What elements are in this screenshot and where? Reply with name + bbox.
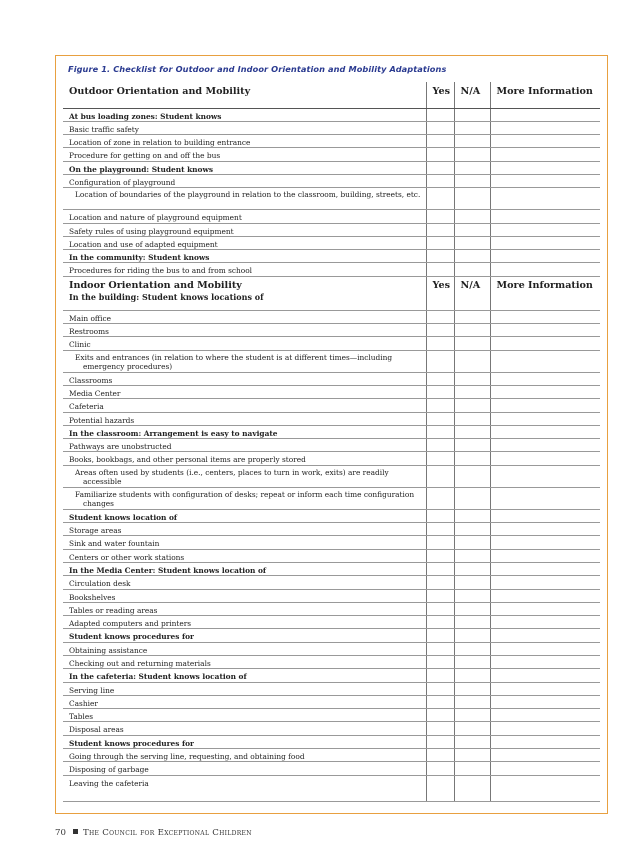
more-info-cell[interactable] [490,250,600,263]
checklist-item-label [63,372,426,385]
na-checkbox-cell[interactable] [454,656,490,669]
item-text: Areas often used by students (i.e., centers, places to turn in work, exits) are readily accessible [75,467,389,486]
more-info-cell[interactable] [490,576,600,589]
na-checkbox-cell[interactable] [454,350,490,372]
na-checkbox-cell[interactable] [454,509,490,522]
yes-checkbox-cell[interactable] [426,656,454,669]
checklist-item-row [63,602,600,615]
yes-checkbox-cell[interactable] [426,762,454,775]
item-text: In the Media Center: Student knows location of [69,565,267,575]
checklist-subheading-row [63,509,600,522]
more-info-cell[interactable] [490,523,600,536]
na-checkbox-cell[interactable] [454,576,490,589]
item-text: Disposing of garbage [69,765,149,775]
checklist-subheading [63,509,426,522]
more-info-column-header: More Information [490,276,600,310]
more-info-cell[interactable] [490,223,600,236]
item-text: Student knows procedures for [69,738,194,748]
yes-checkbox-cell[interactable] [426,135,454,148]
checklist-item-label [63,656,426,669]
item-text: In the community: Student knows [69,253,210,263]
yes-checkbox-cell[interactable] [426,174,454,187]
checklist-item-row [63,310,600,323]
more-info-cell[interactable] [490,589,600,602]
checklist-item-label [63,452,426,465]
item-text: Media Center [69,388,121,398]
item-text: Configuration of playground [69,177,176,187]
yes-checkbox-cell[interactable] [426,616,454,629]
more-info-cell[interactable] [490,372,600,385]
checklist-subheading-row [63,629,600,642]
item-text: Clinic [69,340,91,350]
square-bullet-icon [73,829,78,834]
item-text: At bus loading zones: Student knows [69,111,222,121]
yes-checkbox-cell[interactable] [426,695,454,708]
more-info-cell[interactable] [490,121,600,134]
item-text: Location of boundaries of the playground in relation to the classroom, building, streets, etc. [75,190,421,200]
checklist-item-row [63,695,600,708]
more-info-cell[interactable] [490,682,600,695]
figure-frame [55,55,608,814]
more-info-cell[interactable] [490,439,600,452]
na-checkbox-cell[interactable] [454,425,490,438]
more-info-cell[interactable] [490,536,600,549]
na-checkbox-cell[interactable] [454,762,490,775]
checklist-item-row [63,148,600,161]
indoor-heading: Indoor Orientation and Mobility [69,279,242,291]
item-text: Books, bookbags, and other personal items are properly stored [69,455,306,465]
checklist-item-row [63,337,600,350]
yes-checkbox-cell[interactable] [426,263,454,276]
checklist-item-label [63,236,426,249]
item-text: Cafeteria [69,402,104,412]
na-checkbox-cell[interactable] [454,549,490,562]
item-text: In the classroom: Arrangement is easy to navigate [69,428,278,438]
checklist-subheading-row [63,250,600,263]
more-info-cell[interactable] [490,629,600,642]
more-info-cell[interactable] [490,642,600,655]
checklist-item-row [63,775,600,801]
na-checkbox-cell[interactable] [454,629,490,642]
checklist-item-label [63,412,426,425]
item-text: Procedures for riding the bus to and from school [69,266,253,276]
indoor-heading-cell [63,276,426,310]
item-text: Main office [69,313,112,323]
item-text: Location and nature of playground equipment [69,213,242,223]
checklist-item-row [63,263,600,276]
checklist-item-label [63,589,426,602]
more-info-cell[interactable] [490,749,600,762]
more-info-cell[interactable] [490,465,600,487]
item-text: Storage areas [69,526,122,536]
na-checkbox-cell[interactable] [454,465,490,487]
checklist-item-label [63,549,426,562]
checklist-table [63,82,600,802]
checklist-item-label [63,709,426,722]
yes-checkbox-cell[interactable] [426,324,454,337]
more-info-cell[interactable] [490,135,600,148]
item-text: Classrooms [69,375,113,385]
item-text: Potential hazards [69,415,135,425]
more-info-cell[interactable] [490,616,600,629]
na-checkbox-cell[interactable] [454,412,490,425]
checklist-item-label [63,523,426,536]
checklist-item-label [63,310,426,323]
na-checkbox-cell[interactable] [454,174,490,187]
na-checkbox-cell[interactable] [454,385,490,398]
checklist-subheading [63,669,426,682]
na-checkbox-cell[interactable] [454,487,490,509]
item-text: Checking out and returning materials [69,659,211,668]
na-checkbox-cell[interactable] [454,310,490,323]
checklist-item-row [63,465,600,487]
checklist-item-row [63,210,600,223]
item-text: Location and use of adapted equipment [69,239,218,249]
yes-checkbox-cell[interactable] [426,669,454,682]
checklist-item-label [63,722,426,735]
more-info-cell[interactable] [490,775,600,801]
checklist-item-row [63,642,600,655]
checklist-subheading [63,161,426,174]
outdoor-header-row [63,82,600,108]
na-checkbox-cell[interactable] [454,602,490,615]
item-text: Sink and water fountain [69,539,160,549]
indoor-subheading: In the building: Student knows locations of [69,291,264,302]
more-info-cell[interactable] [490,709,600,722]
item-text: Bookshelves [69,592,116,602]
checklist-item-row [63,174,600,187]
yes-checkbox-cell[interactable] [426,337,454,350]
checklist-item-label [63,210,426,223]
checklist-item-row [63,589,600,602]
checklist-subheading [63,735,426,748]
more-info-cell[interactable] [490,148,600,161]
item-text: Serving line [69,685,115,695]
item-text: Tables [69,712,94,722]
checklist-item-label [63,602,426,615]
checklist-item-label [63,174,426,187]
na-checkbox-cell[interactable] [454,682,490,695]
checklist-item-label [63,135,426,148]
checklist-subheading-row [63,735,600,748]
yes-column-header: Yes [426,82,454,108]
checklist-item-row [63,412,600,425]
checklist-item-row [63,399,600,412]
checklist-item-label [63,324,426,337]
more-info-cell[interactable] [490,337,600,350]
checklist-item-row [63,576,600,589]
checklist-item-label [63,616,426,629]
more-info-cell[interactable] [490,174,600,187]
more-info-cell[interactable] [490,350,600,372]
checklist-item-label [63,399,426,412]
na-checkbox-cell[interactable] [454,735,490,748]
more-info-cell[interactable] [490,562,600,575]
checklist-subheading-row [63,108,600,121]
checklist-item-label [63,487,426,509]
more-info-cell[interactable] [490,669,600,682]
more-info-cell[interactable] [490,656,600,669]
yes-checkbox-cell[interactable] [426,250,454,263]
checklist-item-label [63,263,426,276]
yes-checkbox-cell[interactable] [426,439,454,452]
publisher-name: The Council for Exceptional Children [82,828,252,838]
item-text: Basic traffic safety [69,124,139,134]
na-checkbox-cell[interactable] [454,135,490,148]
yes-checkbox-cell[interactable] [426,310,454,323]
checklist-item-row [63,350,600,372]
checklist-item-row [63,372,600,385]
checklist-item-row [63,722,600,735]
yes-checkbox-cell[interactable] [426,412,454,425]
yes-checkbox-cell[interactable] [426,509,454,522]
na-checkbox-cell[interactable] [454,642,490,655]
yes-checkbox-cell[interactable] [426,372,454,385]
item-text: Centers or other work stations [69,552,185,562]
na-checkbox-cell[interactable] [454,161,490,174]
checklist-subheading-row [63,161,600,174]
item-text: Pathways are unobstructed [69,442,172,452]
checklist-item-label [63,762,426,775]
na-checkbox-cell[interactable] [454,695,490,708]
yes-checkbox-cell[interactable] [426,642,454,655]
checklist-subheading-row [63,562,600,575]
item-text: Restrooms [69,327,109,337]
more-info-cell[interactable] [490,722,600,735]
na-column-header: N/A [454,82,490,108]
yes-checkbox-cell[interactable] [426,749,454,762]
item-text: Going through the serving line, requesting, and obtaining food [69,752,305,762]
checklist-item-row [63,682,600,695]
na-checkbox-cell[interactable] [454,562,490,575]
page-footer [55,828,252,838]
checklist-item-label [63,695,426,708]
more-info-cell[interactable] [490,399,600,412]
item-text: Adapted computers and printers [69,619,192,629]
more-info-cell[interactable] [490,509,600,522]
checklist-item-row [63,452,600,465]
checklist-item-row [63,188,600,210]
checklist-subheading-row [63,425,600,438]
checklist-subheading-row [63,669,600,682]
yes-checkbox-cell[interactable] [426,487,454,509]
na-checkbox-cell[interactable] [454,337,490,350]
checklist-item-label [63,682,426,695]
yes-checkbox-cell[interactable] [426,562,454,575]
checklist-item-row [63,536,600,549]
item-text: Cashier [69,698,98,708]
yes-checkbox-cell[interactable] [426,161,454,174]
na-checkbox-cell[interactable] [454,263,490,276]
yes-column-header: Yes [426,276,454,310]
yes-checkbox-cell[interactable] [426,236,454,249]
yes-checkbox-cell[interactable] [426,425,454,438]
na-checkbox-cell[interactable] [454,250,490,263]
more-info-cell[interactable] [490,210,600,223]
checklist-item-row [63,385,600,398]
na-checkbox-cell[interactable] [454,439,490,452]
yes-checkbox-cell[interactable] [426,602,454,615]
item-text: Student knows location of [69,512,178,522]
yes-checkbox-cell[interactable] [426,735,454,748]
checklist-subheading [63,562,426,575]
yes-checkbox-cell[interactable] [426,775,454,801]
checklist-subheading [63,250,426,263]
na-checkbox-cell[interactable] [454,709,490,722]
more-info-cell[interactable] [490,412,600,425]
na-checkbox-cell[interactable] [454,236,490,249]
more-info-cell[interactable] [490,549,600,562]
checklist-item-label [63,223,426,236]
yes-checkbox-cell[interactable] [426,709,454,722]
more-info-cell[interactable] [490,108,600,121]
checklist-item-label [63,385,426,398]
yes-checkbox-cell[interactable] [426,536,454,549]
na-checkbox-cell[interactable] [454,722,490,735]
checklist-item-label [63,536,426,549]
yes-checkbox-cell[interactable] [426,223,454,236]
checklist-item-row [63,616,600,629]
na-checkbox-cell[interactable] [454,108,490,121]
na-checkbox-cell[interactable] [454,399,490,412]
checklist-item-label [63,148,426,161]
yes-checkbox-cell[interactable] [426,350,454,372]
na-checkbox-cell[interactable] [454,148,490,161]
checklist-item-row [63,135,600,148]
more-info-cell[interactable] [490,487,600,509]
checklist-subheading [63,629,426,642]
more-info-cell[interactable] [490,385,600,398]
outdoor-heading: Outdoor Orientation and Mobility [63,82,426,108]
na-checkbox-cell[interactable] [454,616,490,629]
item-text: On the playground: Student knows [69,164,214,174]
checklist-item-label [63,350,426,372]
checklist-item-row [63,709,600,722]
checklist-item-row [63,762,600,775]
item-text: In the cafeteria: Student knows location of [69,672,247,682]
checklist-item-label [63,439,426,452]
na-checkbox-cell[interactable] [454,775,490,801]
checklist-item-row [63,549,600,562]
checklist-item-label [63,576,426,589]
item-text: Procedure for getting on and off the bus [69,151,221,161]
yes-checkbox-cell[interactable] [426,523,454,536]
more-info-cell[interactable] [490,695,600,708]
checklist-item-row [63,223,600,236]
checklist-item-label [63,465,426,487]
item-text: Student knows procedures for [69,632,194,642]
checklist-item-label [63,775,426,801]
checklist-item-label [63,337,426,350]
checklist-item-row [63,439,600,452]
yes-checkbox-cell[interactable] [426,385,454,398]
checklist-subheading [63,108,426,121]
checklist-item-label [63,749,426,762]
yes-checkbox-cell[interactable] [426,682,454,695]
na-checkbox-cell[interactable] [454,223,490,236]
more-info-cell[interactable] [490,188,600,210]
checklist-item-row [63,656,600,669]
item-text: Safety rules of using playground equipment [69,226,234,236]
yes-checkbox-cell[interactable] [426,465,454,487]
more-info-cell[interactable] [490,762,600,775]
more-info-column-header: More Information [490,82,600,108]
item-text: Location of zone in relation to building entrance [69,138,251,148]
more-info-cell[interactable] [490,310,600,323]
yes-checkbox-cell[interactable] [426,210,454,223]
item-text: Exits and entrances (in relation to where the student is at different times—including emergency procedures) [75,352,393,371]
yes-checkbox-cell[interactable] [426,148,454,161]
yes-checkbox-cell[interactable] [426,399,454,412]
na-checkbox-cell[interactable] [454,372,490,385]
item-text: Tables or reading areas [69,605,158,615]
more-info-cell[interactable] [490,161,600,174]
checklist-item-row [63,523,600,536]
na-checkbox-cell[interactable] [454,536,490,549]
na-column-header: N/A [454,276,490,310]
checklist-item-label [63,642,426,655]
checklist-item-row [63,749,600,762]
na-checkbox-cell[interactable] [454,324,490,337]
na-checkbox-cell[interactable] [454,589,490,602]
more-info-cell[interactable] [490,263,600,276]
more-info-cell[interactable] [490,324,600,337]
more-info-cell[interactable] [490,735,600,748]
item-text: Leaving the cafeteria [69,778,149,788]
item-text: Circulation desk [69,579,131,589]
yes-checkbox-cell[interactable] [426,549,454,562]
more-info-cell[interactable] [490,236,600,249]
more-info-cell[interactable] [490,425,600,438]
yes-checkbox-cell[interactable] [426,121,454,134]
item-text: Disposal areas [69,725,124,735]
item-text: Obtaining assistance [69,645,148,655]
checklist-item-label [63,121,426,134]
checklist-item-row [63,324,600,337]
yes-checkbox-cell[interactable] [426,452,454,465]
yes-checkbox-cell[interactable] [426,629,454,642]
na-checkbox-cell[interactable] [454,523,490,536]
indoor-header-row [63,276,600,310]
na-checkbox-cell[interactable] [454,121,490,134]
checklist-item-row [63,121,600,134]
more-info-cell[interactable] [490,602,600,615]
na-checkbox-cell[interactable] [454,669,490,682]
checklist-item-row [63,236,600,249]
page-number: 70 [55,828,66,838]
checklist-item-label [63,188,426,210]
more-info-cell[interactable] [490,452,600,465]
yes-checkbox-cell[interactable] [426,722,454,735]
na-checkbox-cell[interactable] [454,210,490,223]
checklist-item-row [63,487,600,509]
yes-checkbox-cell[interactable] [426,576,454,589]
figure-title: Figure 1. Checklist for Outdoor and Indoor Orientation and Mobility Adaptations [68,64,447,74]
yes-checkbox-cell[interactable] [426,108,454,121]
na-checkbox-cell[interactable] [454,749,490,762]
na-checkbox-cell[interactable] [454,452,490,465]
checklist-subheading [63,425,426,438]
yes-checkbox-cell[interactable] [426,188,454,210]
na-checkbox-cell[interactable] [454,188,490,210]
yes-checkbox-cell[interactable] [426,589,454,602]
item-text: Familiarize students with configuration of desks; repeat or inform each time configuration changes [75,489,415,508]
